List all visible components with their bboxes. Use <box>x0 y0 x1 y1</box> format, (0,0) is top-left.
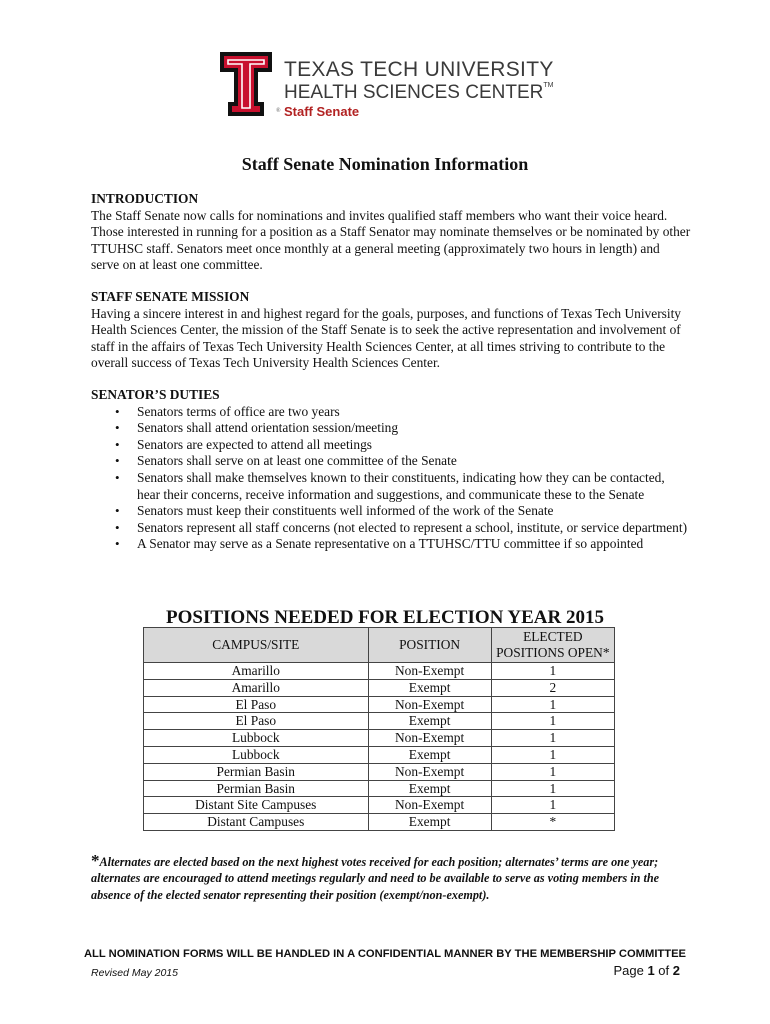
document-title: Staff Senate Nomination Information <box>241 154 529 174</box>
bullet-icon: • <box>115 536 120 552</box>
duty-text: Senators are expected to attend all meetings <box>137 436 372 452</box>
cell-open: * <box>491 814 614 831</box>
bullet-icon: • <box>115 519 120 535</box>
table-row <box>144 730 615 747</box>
cell-campus: Permian Basin <box>144 780 369 797</box>
cell-open: 1 <box>491 663 614 680</box>
duties-list <box>91 404 691 553</box>
cell-open: 1 <box>491 797 614 814</box>
cell-campus: Amarillo <box>144 679 369 696</box>
list-item <box>115 403 691 421</box>
cell-position: Non-Exempt <box>368 663 491 680</box>
introduction-text: The Staff Senate now calls for nominations and invites qualified staff members who want their voice heard. Those interested in running for a position as a Staff Senator may nominate themselves or be nominated by other TTUHSC staff. Senators meet once monthly at a general meeting (approximately two hours in length) and serve on at least one committee. <box>91 207 691 273</box>
mission-section <box>91 289 691 372</box>
column-header-open: ELECTED POSITIONS OPEN* <box>491 628 614 663</box>
positions-title: POSITIONS NEEDED FOR ELECTION YEAR 2015 <box>166 607 604 628</box>
cell-campus: Distant Campuses <box>144 814 369 831</box>
cell-open: 1 <box>491 763 614 780</box>
cell-position: Exempt <box>368 814 491 831</box>
logo-staff-senate: Staff Senate <box>284 104 360 119</box>
cell-position: Exempt <box>368 713 491 730</box>
table-row <box>144 780 615 797</box>
table-header-row <box>144 628 615 663</box>
bullet-icon: • <box>115 469 120 485</box>
duty-text: Senators shall serve on at least one committee of the Senate <box>137 453 457 469</box>
cell-position: Exempt <box>368 746 491 763</box>
cell-position: Non-Exempt <box>368 730 491 747</box>
double-t-logo-icon <box>218 50 274 120</box>
table-row <box>144 696 615 713</box>
cell-campus: Distant Site Campuses <box>144 797 369 814</box>
list-item <box>115 536 691 553</box>
registered-mark: ® <box>276 108 281 114</box>
footnote-star: * <box>91 851 100 870</box>
page-number <box>613 963 680 978</box>
cell-open: 1 <box>491 713 614 730</box>
column-header-campus: CAMPUS/SITE <box>144 628 369 663</box>
mission-text: Having a sincere interest in and highest regard for the goals, purposes, and functions of Texas Tech University Health Sciences Center, the mission of the Staff Senate is to seek the active representation and involvement of staff in the affairs of Texas Tech University Health Sciences Center, at all times striving to contribute to the overall success of Texas Tech University Health Sciences Center. <box>91 305 682 371</box>
cell-open: 1 <box>491 730 614 747</box>
column-header-position: POSITION <box>368 628 491 663</box>
table-row <box>144 814 615 831</box>
cell-position: Non-Exempt <box>368 696 491 713</box>
table-row <box>144 763 615 780</box>
cell-open: 1 <box>491 696 614 713</box>
duty-text: Senators shall attend orientation session/meeting <box>137 420 399 436</box>
list-item <box>115 519 691 537</box>
logo-university-name: TEXAS TECH UNIVERSITY <box>284 58 554 81</box>
bullet-icon: • <box>115 503 120 519</box>
cell-campus: El Paso <box>144 696 369 713</box>
cell-campus: Lubbock <box>144 730 369 747</box>
cell-campus: Amarillo <box>144 663 369 680</box>
duty-text: Senators must keep their constituents well informed of the work of the Senate <box>137 503 554 519</box>
bullet-icon: • <box>115 436 120 452</box>
university-logo <box>218 50 558 122</box>
bullet-icon: • <box>115 453 120 469</box>
duties-section <box>91 387 691 553</box>
cell-open: 1 <box>491 780 614 797</box>
bullet-icon: • <box>115 403 120 419</box>
duty-text: Senators represent all staff concerns (not elected to represent a school, institute, or service department) <box>137 519 688 535</box>
list-item <box>115 503 691 520</box>
cell-campus: Permian Basin <box>144 763 369 780</box>
duty-text: Senators terms of office are two years <box>137 403 340 419</box>
cell-position: Non-Exempt <box>368 797 491 814</box>
list-item <box>115 469 691 503</box>
table-row <box>144 679 615 696</box>
table-row <box>144 746 615 763</box>
cell-position: Non-Exempt <box>368 763 491 780</box>
cell-open: 1 <box>491 746 614 763</box>
duty-text: A Senator may serve as a Senate representative on a TTUHSC/TTU committee if so appointed <box>137 536 644 552</box>
introduction-section <box>91 191 691 274</box>
list-item <box>115 453 691 470</box>
table-row <box>144 663 615 680</box>
logo-health-sciences <box>284 82 553 104</box>
cell-campus: El Paso <box>144 713 369 730</box>
list-item <box>115 436 691 454</box>
trademark-mark: TM <box>543 82 554 89</box>
cell-open: 2 <box>491 679 614 696</box>
duty-text: Senators shall make themselves known to their constituents, indicating how they can be contacted, hear their concerns, receive information and suggestions, and communicate these to the Senate <box>137 469 665 502</box>
positions-table <box>143 627 615 831</box>
footnote-text: Alternates are elected based on the next highest votes received for each position; alternates’ terms are one year; alternates are encouraged to attend meetings regularly and need to be available to serve as voting members in the absence of the elected senator representing their position (exempt/non-exempt). <box>91 855 660 902</box>
alternates-footnote <box>91 853 689 903</box>
bullet-icon: • <box>115 420 120 436</box>
table-row <box>144 713 615 730</box>
introduction-heading: INTRODUCTION <box>91 191 199 206</box>
mission-heading: STAFF SENATE MISSION <box>91 289 250 304</box>
page-of: of <box>658 963 670 978</box>
cell-position: Exempt <box>368 780 491 797</box>
revised-date: Revised May 2015 <box>91 967 178 979</box>
page-word: Page <box>613 963 644 978</box>
logo-health-sciences-text: HEALTH SCIENCES CENTER <box>284 82 544 103</box>
list-item <box>115 420 691 437</box>
page-current: 1 <box>647 963 655 978</box>
page-total: 2 <box>672 963 680 978</box>
cell-position: Exempt <box>368 679 491 696</box>
confidential-notice: ALL NOMINATION FORMS WILL BE HANDLED IN A CONFIDENTIAL MANNER BY THE MEMBERSHIP COMMITTEE <box>83 948 687 960</box>
duties-heading: SENATOR’S DUTIES <box>91 387 220 402</box>
cell-campus: Lubbock <box>144 746 369 763</box>
table-row <box>144 797 615 814</box>
